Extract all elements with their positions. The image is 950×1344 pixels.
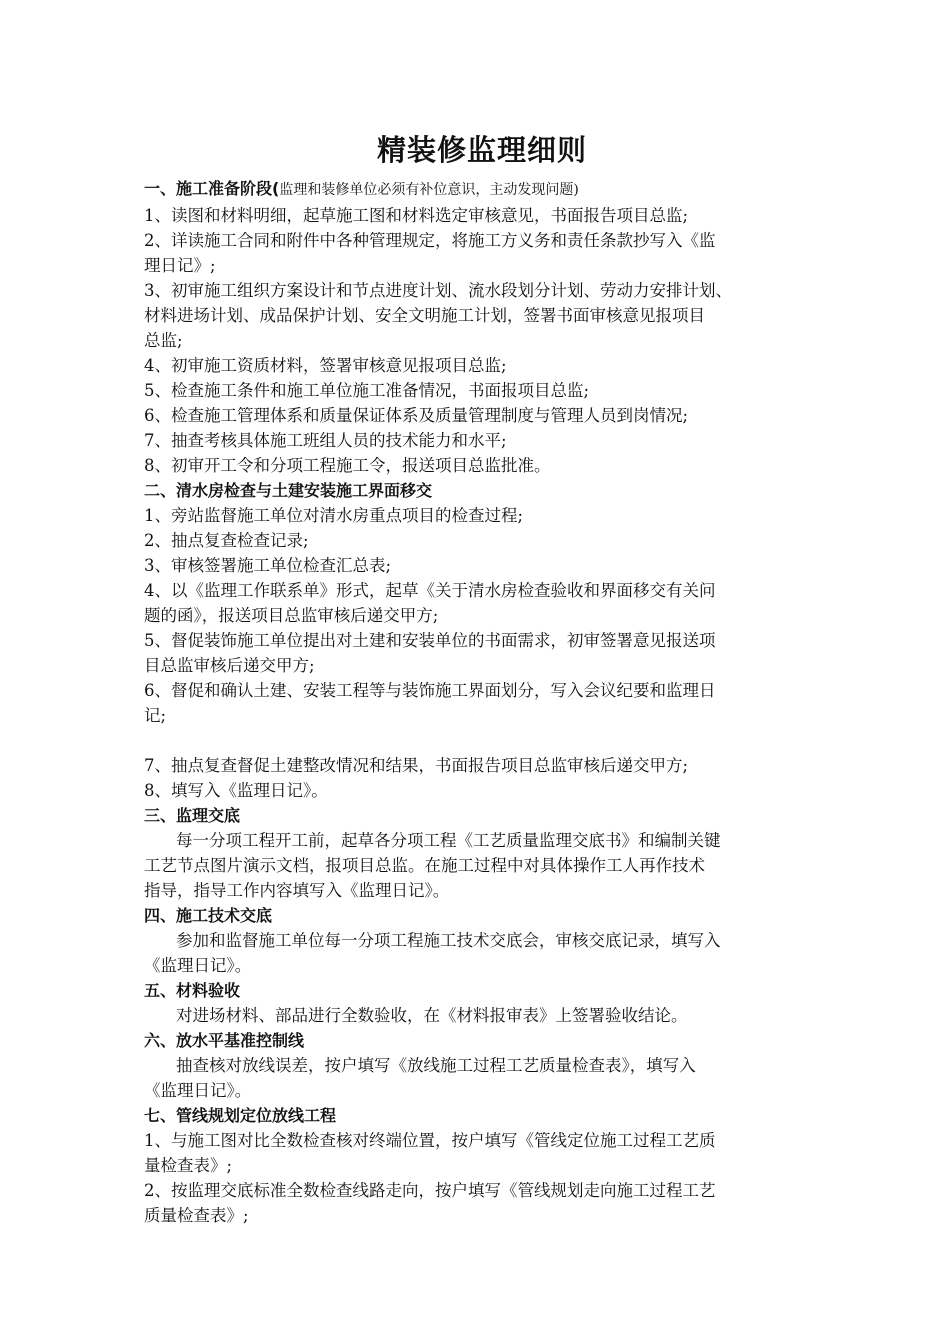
list-item: 4、以《监理工作联系单》形式，起草《关于清水房检查验收和界面移交有关问	[144, 581, 716, 600]
list-item-continuation: 质量检查表》;	[144, 1206, 249, 1225]
list-item-continuation: 记;	[144, 706, 167, 725]
section-heading-material-acceptance: 五、材料验收	[144, 981, 241, 1000]
paragraph-line: 《监理日记》。	[144, 1081, 252, 1100]
paragraph-line: 对进场材料、部品进行全数验收，在《材料报审表》上签署验收结论。	[176, 1006, 688, 1025]
list-item: 4、初审施工资质材料，签署审核意见报项目总监;	[144, 356, 507, 375]
section-heading-level-control-line: 六、放水平基准控制线	[144, 1031, 305, 1050]
paragraph-line: 抽查核对放线误差，按户填写《放线施工过程工艺质量检查表》，填写入	[176, 1056, 696, 1075]
list-item: 6、检查施工管理体系和质量保证体系及质量管理制度与管理人员到岗情况;	[144, 406, 689, 425]
section-heading-technical-briefing: 四、施工技术交底	[144, 906, 273, 925]
section-heading-briefing: 三、监理交底	[144, 806, 241, 825]
document-title: 精装修监理细则	[376, 133, 587, 167]
section-heading-preparation	[144, 176, 820, 203]
list-item-continuation: 理日记》;	[144, 256, 216, 275]
paragraph-line: 工艺节点图片演示文档，报项目总监。在施工过程中对具体操作工人再作技术	[144, 856, 705, 875]
list-item-continuation: 目总监审核后递交甲方;	[144, 656, 315, 675]
list-item: 5、督促装饰施工单位提出对土建和安装单位的书面需求，初审签署意见报送项	[144, 631, 716, 650]
list-item: 3、初审施工组织方案设计和节点进度计划、流水段划分计划、劳动力安排计划、	[144, 281, 732, 300]
document-page	[144, 128, 820, 1228]
list-item: 6、督促和确认土建、安装工程等与装饰施工界面划分，写入会议纪要和监理日	[144, 681, 716, 700]
paragraph-line: 参加和监督施工单位每一分项工程施工技术交底会，审核交底记录，填写入	[176, 931, 721, 950]
list-item: 7、抽点复查督促土建整改情况和结果，书面报告项目总监审核后递交甲方;	[144, 756, 689, 775]
section-heading-pipeline-layout: 七、管线规划定位放线工程	[144, 1106, 337, 1125]
list-item: 2、抽点复查检查记录;	[144, 531, 309, 550]
list-item: 1、读图和材料明细，起草施工图和材料选定审核意见，书面报告项目总监;	[144, 206, 689, 225]
list-item: 3、审核签署施工单位检查汇总表;	[144, 556, 392, 575]
section-heading-text: 一、施工准备阶段(	[144, 179, 280, 198]
list-item-continuation: 总监;	[144, 331, 183, 350]
blank-line	[144, 728, 820, 753]
list-item: 8、初审开工令和分项工程施工令，报送项目总监批准。	[144, 456, 551, 475]
list-item: 7、抽查考核具体施工班组人员的技术能力和水平;	[144, 431, 507, 450]
section-heading-handover: 二、清水房检查与土建安装施工界面移交	[144, 481, 433, 500]
list-item: 8、填写入《监理日记》。	[144, 781, 328, 800]
list-item: 1、与施工图对比全数检查核对终端位置，按户填写《管线定位施工过程工艺质	[144, 1131, 716, 1150]
list-item-continuation: 材料进场计划、成品保护计划、安全文明施工计划，签署书面审核意见报项目	[144, 306, 705, 325]
section-heading-note: 监理和装修单位必须有补位意识，主动发现问题)	[279, 182, 579, 198]
list-item: 2、详读施工合同和附件中各种管理规定，将施工方义务和责任条款抄写入《监	[144, 231, 716, 250]
paragraph-line: 《监理日记》。	[144, 956, 252, 975]
list-item: 2、按监理交底标准全数检查线路走向，按户填写《管线规划走向施工过程工艺	[144, 1181, 716, 1200]
paragraph-line: 每一分项工程开工前，起草各分项工程《工艺质量监理交底书》和编制关键	[176, 831, 721, 850]
list-item: 5、检查施工条件和施工单位施工准备情况，书面报项目总监;	[144, 381, 590, 400]
list-item-continuation: 题的函》，报送项目总监审核后递交甲方;	[144, 606, 439, 625]
list-item: 1、旁站监督施工单位对清水房重点项目的检查过程;	[144, 506, 524, 525]
list-item-continuation: 量检查表》;	[144, 1156, 233, 1175]
paragraph-line: 指导，指导工作内容填写入《监理日记》。	[144, 881, 450, 900]
